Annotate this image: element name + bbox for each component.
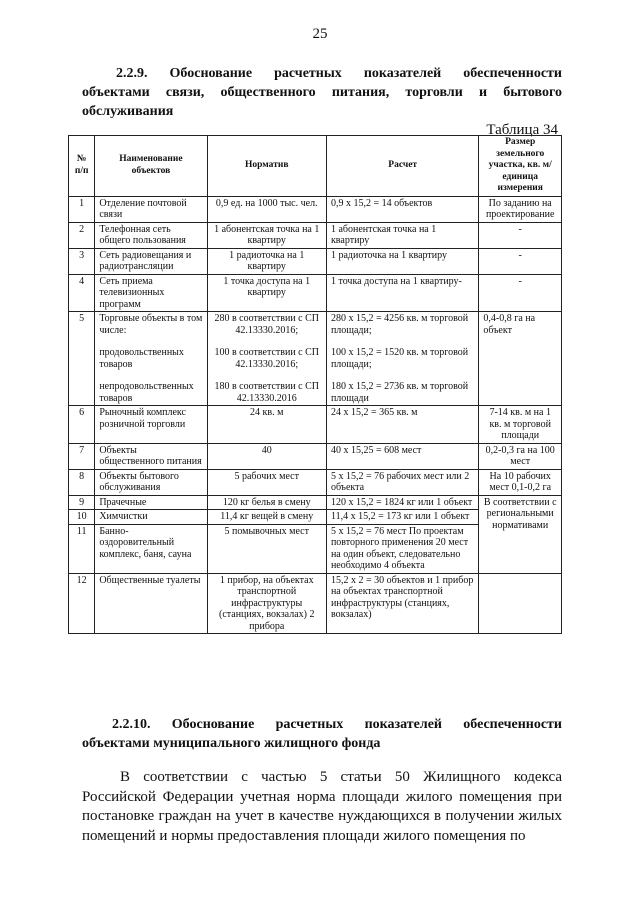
row-name: Сеть приема телевизионных программ [95, 274, 207, 312]
row-norm: 1 радиоточка на 1 квартиру [207, 248, 326, 274]
row-name: Рыночный комплекс розничной торговли [95, 406, 207, 444]
row-norm-part: 280 в соответствии с СП 42.13330.2016; [214, 313, 320, 336]
body-paragraph [82, 768, 562, 846]
row-size: - [479, 248, 562, 274]
paragraph-text: В соответствии с частью 5 статьи 50 Жилищного кодекса Российской Федерации учетная норма площади жилого помещения при постановке граждан на учет в качестве нуждающихся в получении жилых помещений и нормы предоставления площади жилого помещения по [82, 769, 562, 844]
table-row [69, 573, 562, 634]
row-size-empty [479, 573, 562, 634]
row-number: 2 [69, 222, 95, 248]
row-size: 0,2-0,3 га на 100 мест [479, 443, 562, 469]
header-size: Размер земельного участка, кв. м/ единица измерения [479, 136, 562, 197]
row-norm [207, 312, 326, 406]
row-norm: 5 помывочных мест [207, 524, 326, 573]
section-heading-line: 2.2.9. Обоснование расчетных показателей обеспеченности [116, 66, 562, 81]
row-size: 7-14 кв. м на 1 кв. м торговой площади [479, 406, 562, 444]
row-number: 8 [69, 469, 95, 495]
row-name: Объекты общественного питания [95, 443, 207, 469]
row-norm: 0,9 ед. на 1000 тыс. чел. [207, 196, 326, 222]
table-row [69, 222, 562, 248]
table-row [69, 495, 562, 510]
row-calc-part: 280 х 15,2 = 4256 кв. м торговой площади; [330, 313, 469, 336]
header-norm: Норматив [207, 136, 326, 197]
row-number: 3 [69, 248, 95, 274]
row-calc: 15,2 х 2 = 30 объектов и 1 прибор на объектах транспортной инфраструктуры (станциях, вокзалах) [326, 573, 478, 634]
row-calc: 11,4 х 15,2 = 173 кг или 1 объект [326, 510, 478, 525]
section-heading-line: объектами связи, общественного питания, торговли и бытового обслуживания [82, 85, 562, 119]
table-header-row [69, 136, 562, 197]
row-size: 0,4-0,8 га на объект [479, 312, 562, 406]
table-row [69, 274, 562, 312]
row-calc: 0,9 х 15,2 = 14 объектов [326, 196, 478, 222]
section-heading-line: объектами муниципального жилищного фонда [82, 736, 381, 751]
row-number: 6 [69, 406, 95, 444]
row-number: 12 [69, 573, 95, 634]
section-heading-2-2-10 [82, 715, 562, 753]
row-name: Банно-оздоровительный комплекс, баня, сауна [95, 524, 207, 573]
row-number: 1 [69, 196, 95, 222]
row-number: 11 [69, 524, 95, 573]
standards-table [68, 135, 562, 634]
row-name: Общественные туалеты [95, 573, 207, 634]
row-calc-part: 100 х 15,2 = 1520 кв. м торговой площади; [330, 347, 469, 370]
table-row [69, 312, 562, 406]
row-calc: 5 х 15,2 = 76 рабочих мест или 2 объекта [326, 469, 478, 495]
row-norm: 1 абонентская точка на 1 квартиру [207, 222, 326, 248]
table-row [69, 443, 562, 469]
header-calc: Расчет [326, 136, 478, 197]
row-name: Химчистки [95, 510, 207, 525]
table-caption: Таблица 34 [486, 122, 558, 138]
row-number: 9 [69, 495, 95, 510]
row-norm-part: 180 в соответствии с СП 42.13330.2016 [214, 381, 320, 404]
row-norm: 1 точка доступа на 1 квартиру [207, 274, 326, 312]
row-norm: 5 рабочих мест [207, 469, 326, 495]
row-size: На 10 рабочих мест 0,1-0,2 га [479, 469, 562, 495]
row-name: Объекты бытового обслуживания [95, 469, 207, 495]
row-calc [326, 312, 478, 406]
row-name-part: продовольственных товаров [99, 347, 184, 370]
row-size: - [479, 274, 562, 312]
row-calc: 1 точка доступа на 1 квартиру- [326, 274, 478, 312]
table-row [69, 469, 562, 495]
row-number: 7 [69, 443, 95, 469]
row-name: Сеть радиовещания и радиотрансляции [95, 248, 207, 274]
section-heading-line: 2.2.10. Обоснование расчетных показателей обеспеченности [112, 717, 562, 732]
row-calc: 1 радиоточка на 1 квартиру [326, 248, 478, 274]
table-row [69, 248, 562, 274]
row-calc: 40 х 15,25 = 608 мест [326, 443, 478, 469]
row-calc: 1 абонентская точка на 1 квартиру [326, 222, 478, 248]
table-row [69, 406, 562, 444]
row-norm: 1 прибор, на объектах транспортной инфраструктуры (станциях, вокзалах) 2 прибора [207, 573, 326, 634]
row-calc: 5 х 15,2 = 76 мест По проектам повторного применения 20 мест на один объект, следовательно необходимо 4 объекта [326, 524, 478, 573]
row-number: 10 [69, 510, 95, 525]
row-name-part: Торговые объекты в том числе: [99, 313, 203, 336]
row-name: Отделение почтовой связи [95, 196, 207, 222]
row-norm: 40 [207, 443, 326, 469]
row-name: Телефонная сеть общего пользования [95, 222, 207, 248]
row-name [95, 312, 207, 406]
row-size: По заданию на проектирование [479, 196, 562, 222]
row-size-merged: В соответствии с региональными нормативами [479, 495, 562, 573]
row-norm: 120 кг белья в смену [207, 495, 326, 510]
row-calc: 24 х 15,2 = 365 кв. м [326, 406, 478, 444]
row-number: 4 [69, 274, 95, 312]
row-name-part: непродовольственных товаров [99, 381, 194, 404]
row-norm-part: 100 в соответствии с СП 42.13330.2016; [214, 347, 320, 370]
row-number: 5 [69, 312, 95, 406]
row-calc-part: 180 х 15,2 = 2736 кв. м торговой площади [330, 381, 469, 404]
section-heading-2-2-9 [82, 64, 562, 121]
table-row [69, 196, 562, 222]
row-name: Прачечные [95, 495, 207, 510]
row-calc: 120 х 15,2 = 1824 кг или 1 объект [326, 495, 478, 510]
header-number: № п/п [69, 136, 95, 197]
header-name: Наименование объектов [95, 136, 207, 197]
row-size: - [479, 222, 562, 248]
row-norm: 11,4 кг вещей в смену [207, 510, 326, 525]
page-number: 25 [312, 26, 328, 42]
row-norm: 24 кв. м [207, 406, 326, 444]
